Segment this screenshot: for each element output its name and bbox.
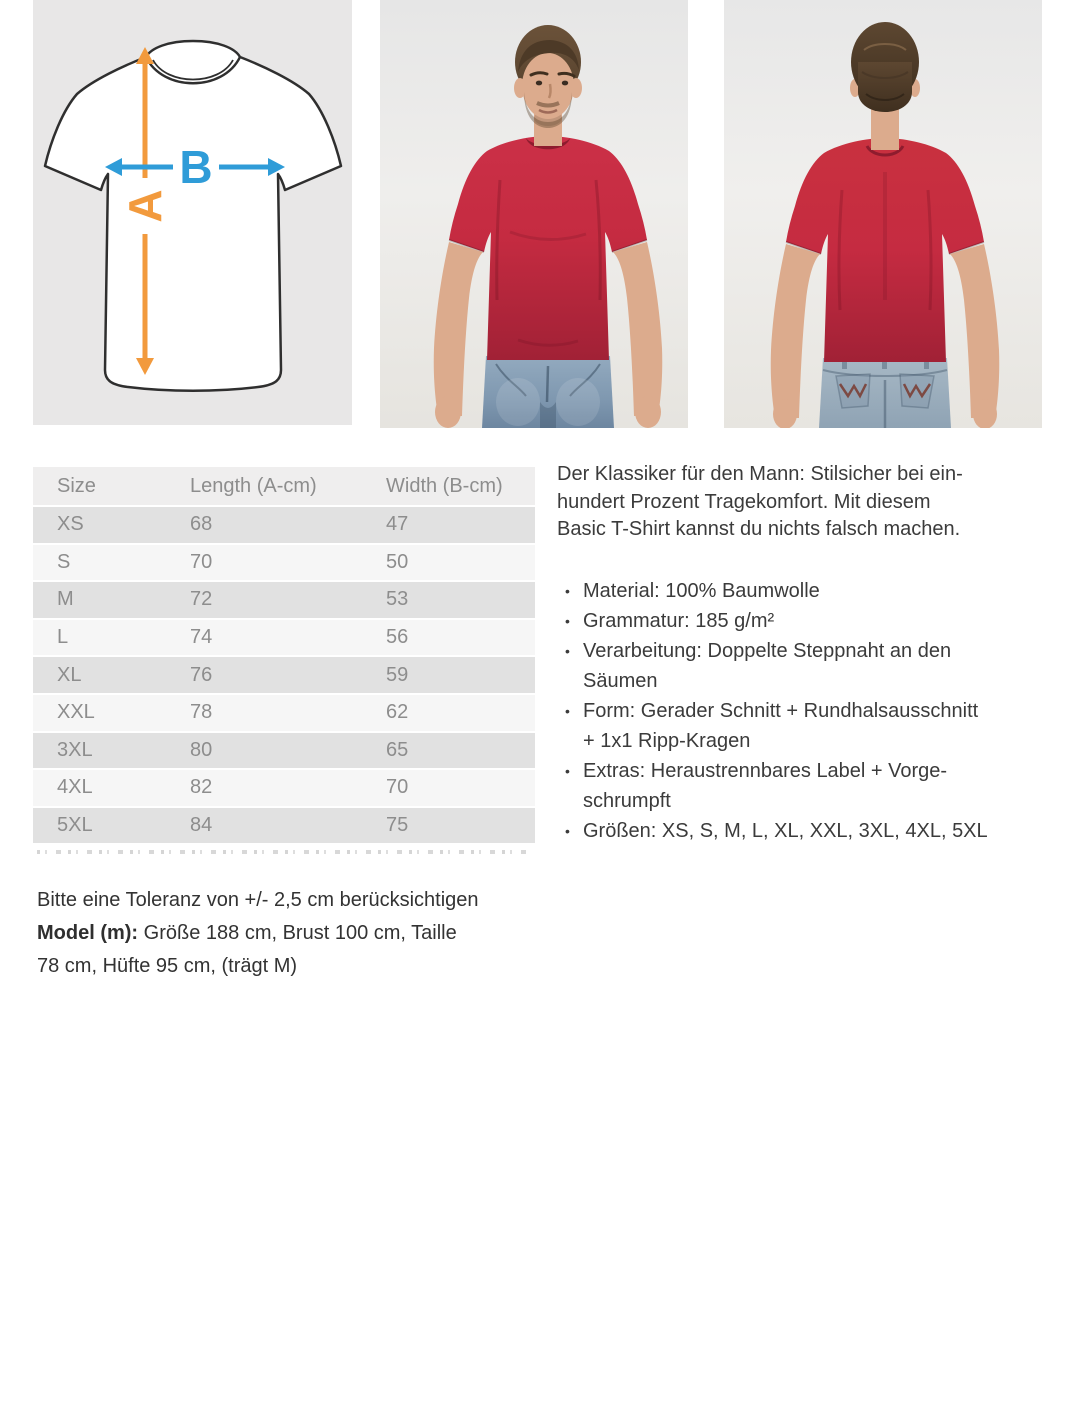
table-cell: 5XL	[57, 814, 93, 837]
bullet-line: Grammatur: 185 g/m²	[583, 609, 775, 632]
bullet-dot-icon: •	[565, 822, 570, 839]
back-pocket-right	[900, 374, 934, 408]
bullet-item	[557, 756, 1072, 816]
back-pocket-left	[836, 374, 870, 408]
table-cell: 3XL	[57, 738, 93, 761]
model-back-graphic	[724, 0, 1042, 428]
table-cell: 76	[190, 663, 213, 686]
front-face	[522, 53, 574, 119]
table-cell: XS	[57, 513, 84, 536]
header-cell: Width (B-cm)	[386, 474, 503, 497]
bullet-text	[583, 816, 1072, 846]
front-jeans	[482, 356, 614, 428]
model-note-text: Größe 188 cm, Brust 100 cm, Taille	[143, 922, 457, 944]
size-table-header-row	[33, 467, 535, 505]
tolerance-note: Bitte eine Toleranz von +/- 2,5 cm berücksichtigen	[37, 889, 479, 911]
table-row	[33, 657, 535, 693]
bullet-line: Extras: Heraustrennbares Label + Vorge-	[583, 759, 948, 782]
table-cell: 70	[386, 776, 409, 799]
table-cell: 80	[190, 738, 213, 761]
bullet-item	[557, 606, 1072, 636]
model-photo-back	[724, 0, 1042, 428]
table-cell: M	[57, 588, 74, 611]
description-intro	[557, 461, 1072, 544]
bullet-text	[583, 696, 1072, 756]
table-cell: 70	[190, 550, 213, 573]
bullet-dot-icon: •	[565, 582, 570, 599]
model-note-line2: 78 cm, Hüfte 95 cm, (trägt M)	[37, 955, 298, 977]
model-front-graphic	[380, 0, 688, 428]
table-row	[33, 808, 535, 844]
back-jeans	[819, 358, 951, 428]
description-bullets	[557, 576, 1072, 846]
bullet-text	[583, 756, 1072, 816]
intro-line: Basic T-Shirt kannst du nichts falsch machen.	[557, 518, 961, 540]
table-row	[33, 733, 535, 769]
table-cell: 47	[386, 513, 409, 536]
intro-line: Der Klassiker für den Mann: Stilsicher bei ein-	[557, 463, 963, 485]
table-cell: L	[57, 626, 69, 649]
table-cell: 4XL	[57, 776, 93, 799]
bullet-line: + 1x1 Ripp-Kragen	[583, 729, 751, 752]
cropped-text-remnant	[37, 850, 531, 854]
bullet-item	[557, 576, 1072, 606]
table-row	[33, 620, 535, 656]
bullet-line: Form: Gerader Schnitt + Rundhalsausschnitt	[583, 699, 979, 722]
table-cell: 84	[190, 814, 213, 837]
size-table	[33, 467, 535, 845]
bullet-text	[583, 636, 1072, 696]
table-cell: 74	[190, 626, 213, 649]
table-cell: 65	[386, 738, 409, 761]
size-diagram	[33, 0, 352, 425]
table-cell: 78	[190, 701, 213, 724]
bullet-line: Größen: XS, S, M, L, XL, XXL, 3XL, 4XL, 5XL	[583, 819, 988, 842]
table-cell: 68	[190, 513, 213, 536]
notes	[37, 884, 577, 983]
table-row	[33, 770, 535, 806]
bullet-dot-icon: •	[565, 702, 570, 719]
bullet-text	[583, 606, 1072, 636]
table-cell: 75	[386, 814, 409, 837]
bullet-line: Verarbeitung: Doppelte Steppnaht an den	[583, 639, 952, 662]
size-table-body	[33, 507, 535, 843]
table-cell: 50	[386, 550, 409, 573]
table-cell: S	[57, 550, 71, 573]
bullet-text	[583, 576, 1072, 606]
label-a: A	[119, 189, 171, 223]
table-row	[33, 507, 535, 543]
tshirt-measure-graphic	[33, 0, 352, 425]
bullet-dot-icon: •	[565, 642, 570, 659]
table-cell: 59	[386, 663, 409, 686]
table-row	[33, 582, 535, 618]
header-cell: Size	[57, 474, 96, 497]
bullet-line: schrumpft	[583, 789, 671, 812]
label-b: B	[179, 141, 213, 193]
bullet-dot-icon: •	[565, 762, 570, 779]
table-cell: 53	[386, 588, 409, 611]
bullet-item	[557, 816, 1072, 846]
table-cell: XL	[57, 663, 82, 686]
tshirt-outline	[45, 41, 341, 391]
model-photo-front	[380, 0, 688, 428]
bullet-item	[557, 636, 1072, 696]
table-row	[33, 695, 535, 731]
model-note-line1	[37, 917, 577, 950]
table-cell: XXL	[57, 701, 95, 724]
model-note-label: Model (m):	[37, 922, 139, 944]
bullet-line: Material: 100% Baumwolle	[583, 579, 820, 602]
table-row	[33, 545, 535, 581]
header-cell: Length (A-cm)	[190, 474, 317, 497]
intro-line: hundert Prozent Tragekomfort. Mit diesem	[557, 490, 931, 513]
table-cell: 82	[190, 776, 213, 799]
table-cell: 72	[190, 588, 213, 611]
bullet-item	[557, 696, 1072, 756]
table-cell: 62	[386, 701, 409, 724]
product-description	[557, 461, 1072, 846]
table-cell: 56	[386, 626, 409, 649]
bullet-line: Säumen	[583, 669, 658, 692]
bullet-dot-icon: •	[565, 612, 570, 629]
